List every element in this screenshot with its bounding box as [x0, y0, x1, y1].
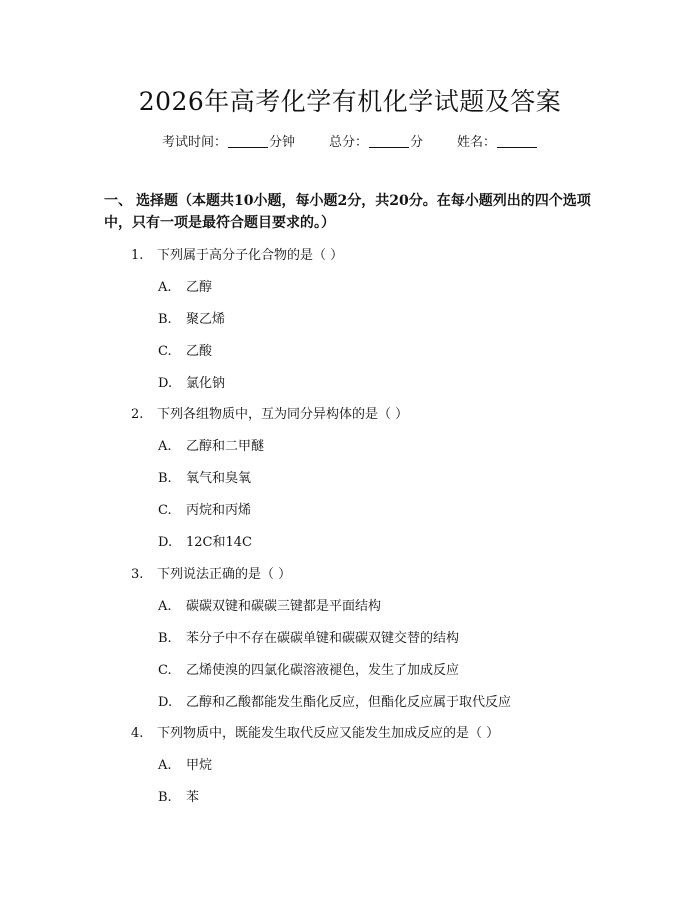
option-letter: A. [158, 439, 172, 454]
option-text: 乙醇和二甲醚 [186, 439, 265, 454]
option-1b [158, 308, 225, 327]
option-3b [158, 627, 459, 646]
option-2d [158, 531, 252, 550]
option-text: 乙醇和乙酸都能发生酯化反应，但酯化反应属于取代反应 [186, 695, 512, 710]
option-letter: A. [158, 280, 172, 295]
option-1a [158, 276, 212, 295]
option-4b [158, 786, 199, 805]
section-number: 一、 [104, 193, 132, 209]
option-letter: D. [158, 535, 173, 550]
question-3 [131, 563, 291, 582]
option-text: 乙醇 [186, 280, 213, 295]
score-label: 总分： [328, 135, 368, 150]
option-letter: B. [158, 790, 172, 805]
option-text: 苯 [186, 790, 200, 805]
question-number: 2. [131, 407, 144, 422]
question-number: 3. [131, 567, 144, 582]
question-text: 下列属于高分子化合物的是（ ） [157, 248, 344, 263]
time-unit: 分钟 [268, 135, 295, 150]
question-text: 下列说法正确的是（ ） [157, 567, 292, 582]
question-number: 4. [131, 726, 144, 741]
section-heading [104, 190, 604, 234]
option-letter: A. [158, 758, 172, 773]
option-1c [158, 340, 212, 359]
name-label: 姓名： [457, 135, 497, 150]
option-letter: D. [158, 695, 173, 710]
option-text: 氧气和臭氧 [186, 471, 252, 486]
option-text: 苯分子中不存在碳碳单键和碳碳双键交替的结构 [186, 631, 460, 646]
option-letter: C. [158, 344, 172, 359]
option-text: 乙烯使溴的四氯化碳溶液褪色，发生了加成反应 [186, 663, 460, 678]
option-letter: C. [158, 503, 172, 518]
option-letter: D. [158, 376, 173, 391]
option-text: 碳碳双键和碳碳三键都是平面结构 [186, 599, 382, 614]
exam-meta [0, 131, 700, 150]
question-number: 1. [131, 248, 144, 263]
option-text: 氯化钠 [186, 376, 226, 391]
option-4a [158, 754, 212, 773]
time-label: 考试时间： [161, 135, 227, 150]
option-2b [158, 467, 251, 486]
option-letter: A. [158, 599, 172, 614]
option-3a [158, 595, 381, 614]
name-field [457, 131, 538, 150]
option-3c [158, 659, 459, 678]
score-field [329, 131, 423, 150]
page-title: 2026年高考化学有机化学试题及答案 [138, 87, 562, 116]
section-text: 选择题（本题共10小题，每小题2分，共20分。在每小题列出的四个选项中，只有一项是最符合题目要求的。） [104, 193, 591, 231]
option-3d [158, 691, 511, 710]
option-text: 12C和14C [186, 535, 252, 550]
option-2a [158, 435, 264, 454]
option-text: 乙酸 [186, 344, 213, 359]
question-1 [131, 244, 343, 263]
option-text: 聚乙烯 [186, 312, 226, 327]
option-1d [158, 372, 225, 391]
score-unit: 分 [410, 135, 424, 150]
name-blank [497, 135, 537, 148]
option-letter: B. [158, 631, 172, 646]
option-text: 甲烷 [186, 758, 213, 773]
option-letter: B. [158, 471, 172, 486]
option-text: 丙烷和丙烯 [186, 503, 252, 518]
exam-time-field [162, 131, 295, 150]
score-blank [369, 135, 409, 148]
option-letter: B. [158, 312, 172, 327]
question-4 [131, 722, 499, 741]
question-2 [131, 403, 408, 422]
option-2c [158, 499, 251, 518]
option-letter: C. [158, 663, 172, 678]
time-blank [228, 135, 268, 148]
question-text: 下列物质中，既能发生取代反应又能发生加成反应的是（ ） [157, 726, 500, 741]
question-text: 下列各组物质中，互为同分异构体的是（ ） [157, 407, 409, 422]
